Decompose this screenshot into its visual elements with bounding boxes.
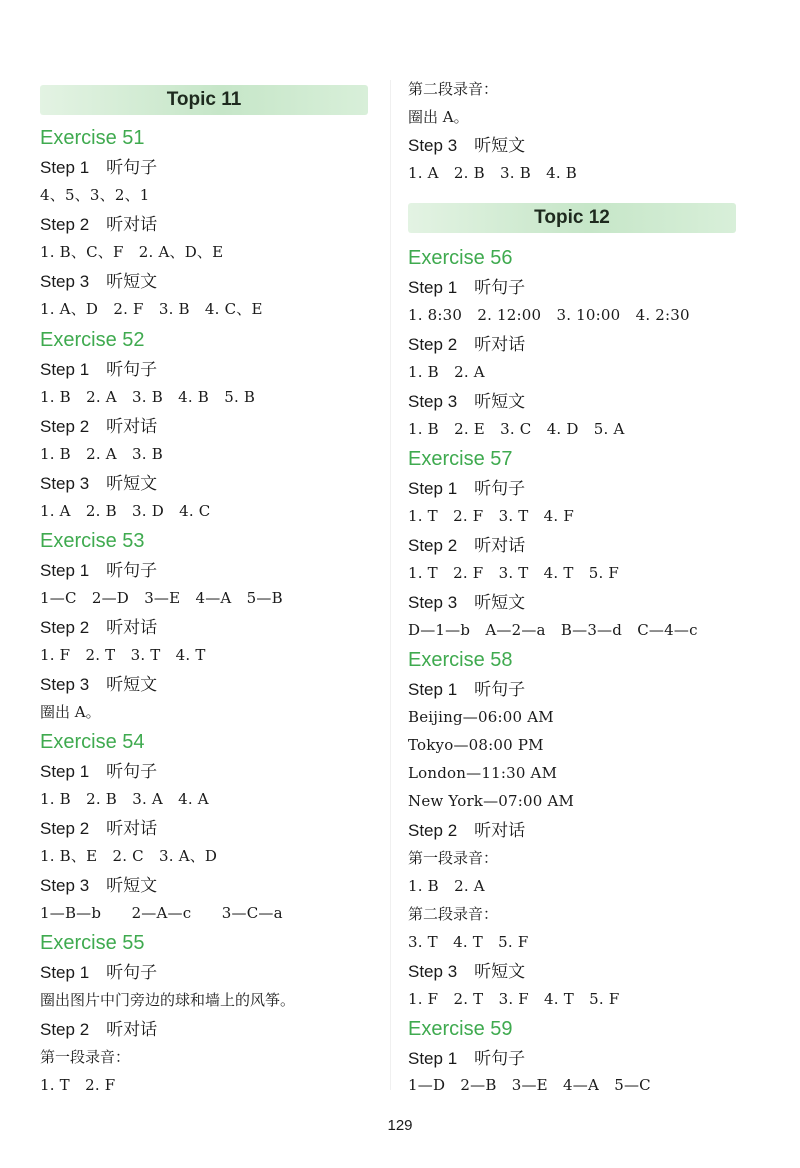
answer-line: 1—D 2—B 3—E 4—A 5—C (408, 1076, 651, 1094)
answer-line: 1. A、D 2. F 3. B 4. C、E (40, 300, 263, 318)
exercise-heading: Exercise 52 (40, 329, 145, 351)
answer-line: Tokyo—08:00 PM (408, 736, 544, 754)
step-label: Step 2 听对话 (40, 618, 158, 637)
step-label: Step 2 听对话 (408, 536, 526, 555)
answer-line: 4、5、3、2、1 (40, 186, 150, 204)
step-label: Step 2 听对话 (40, 1020, 158, 1039)
answer-line: 1. B 2. B 3. A 4. A (40, 790, 209, 808)
answer-line: 1. B 2. E 3. C 4. D 5. A (408, 420, 625, 438)
answer-line: 1—B—b 2—A—c 3—C—a (40, 904, 283, 922)
step-label: Step 1 听句子 (40, 963, 158, 982)
step-label: Step 2 听对话 (408, 821, 526, 840)
step-label: Step 1 听句子 (408, 680, 526, 699)
step-label: Step 3 听短文 (408, 136, 526, 155)
step-label: Step 3 听短文 (40, 876, 158, 895)
topic-heading: Topic 12 (408, 203, 736, 233)
step-label: Step 2 听对话 (408, 335, 526, 354)
step-label: Step 3 听短文 (408, 962, 526, 981)
exercise-heading: Exercise 58 (408, 649, 513, 671)
answer-line: 1. B、C、F 2. A、D、E (40, 243, 224, 261)
step-label: Step 1 听句子 (408, 479, 526, 498)
answer-line: 1. A 2. B 3. D 4. C (40, 502, 211, 520)
answer-line: London—11:30 AM (408, 764, 558, 782)
answer-line: 1. B 2. A 3. B (40, 445, 163, 463)
exercise-heading: Exercise 55 (40, 932, 145, 954)
answer-line: Beijing—06:00 AM (408, 708, 554, 726)
answer-line: 1. B 2. A (408, 877, 485, 895)
answer-line: 1. A 2. B 3. B 4. B (408, 164, 578, 182)
topic-heading: Topic 11 (40, 85, 368, 115)
step-label: Step 1 听句子 (40, 762, 158, 781)
exercise-heading: Exercise 56 (408, 247, 513, 269)
answer-line: 1. T 2. F 3. T 4. T 5. F (408, 564, 620, 582)
exercise-heading: Exercise 51 (40, 127, 145, 149)
step-label: Step 1 听句子 (408, 1049, 526, 1068)
answer-line: 1. F 2. T 3. T 4. T (40, 646, 206, 664)
answer-line: 1. F 2. T 3. F 4. T 5. F (408, 990, 620, 1008)
step-label: Step 2 听对话 (40, 417, 158, 436)
step-label: Step 3 听短文 (40, 272, 158, 291)
step-label: Step 1 听句子 (408, 278, 526, 297)
step-label: Step 2 听对话 (40, 819, 158, 838)
answer-line: 1. T 2. F (40, 1076, 116, 1094)
answer-line: 3. T 4. T 5. F (408, 933, 529, 951)
step-label: Step 3 听短文 (408, 593, 526, 612)
answer-line: New York—07:00 AM (408, 792, 575, 810)
exercise-heading: Exercise 53 (40, 530, 145, 552)
instruction-line: 圈出 A。 (40, 703, 101, 721)
step-label: Step 3 听短文 (40, 675, 158, 694)
step-label: Step 1 听句子 (40, 158, 158, 177)
page-number: 129 (387, 1117, 413, 1134)
exercise-heading: Exercise 54 (40, 731, 145, 753)
instruction-line: 第二段录音： (408, 80, 499, 98)
exercise-heading: Exercise 57 (408, 448, 513, 470)
answer-line: 1. T 2. F 3. T 4. F (408, 507, 574, 525)
instruction-line: 第一段录音： (408, 849, 499, 867)
step-label: Step 3 听短文 (408, 392, 526, 411)
instruction-line: 第二段录音： (408, 905, 499, 923)
instruction-line: 圈出图片中门旁边的球和墙上的风筝。 (40, 991, 296, 1009)
step-label: Step 1 听句子 (40, 561, 158, 580)
answer-line: 1. 8:30 2. 12:00 3. 10:00 4. 2:30 (408, 306, 690, 324)
answer-line: D—1—b A—2—a B—3—d C—4—c (408, 621, 698, 639)
instruction-line: 第一段录音： (40, 1048, 131, 1066)
answer-line: 1. B 2. A (408, 363, 485, 381)
step-label: Step 3 听短文 (40, 474, 158, 493)
answer-line: 1. B 2. A 3. B 4. B 5. B (40, 388, 256, 406)
answer-line: 1—C 2—D 3—E 4—A 5—B (40, 589, 283, 607)
instruction-line: 圈出 A。 (408, 108, 469, 126)
column-divider (390, 80, 391, 1090)
exercise-heading: Exercise 59 (408, 1018, 513, 1040)
answer-line: 1. B、E 2. C 3. A、D (40, 847, 218, 865)
step-label: Step 1 听句子 (40, 360, 158, 379)
step-label: Step 2 听对话 (40, 215, 158, 234)
